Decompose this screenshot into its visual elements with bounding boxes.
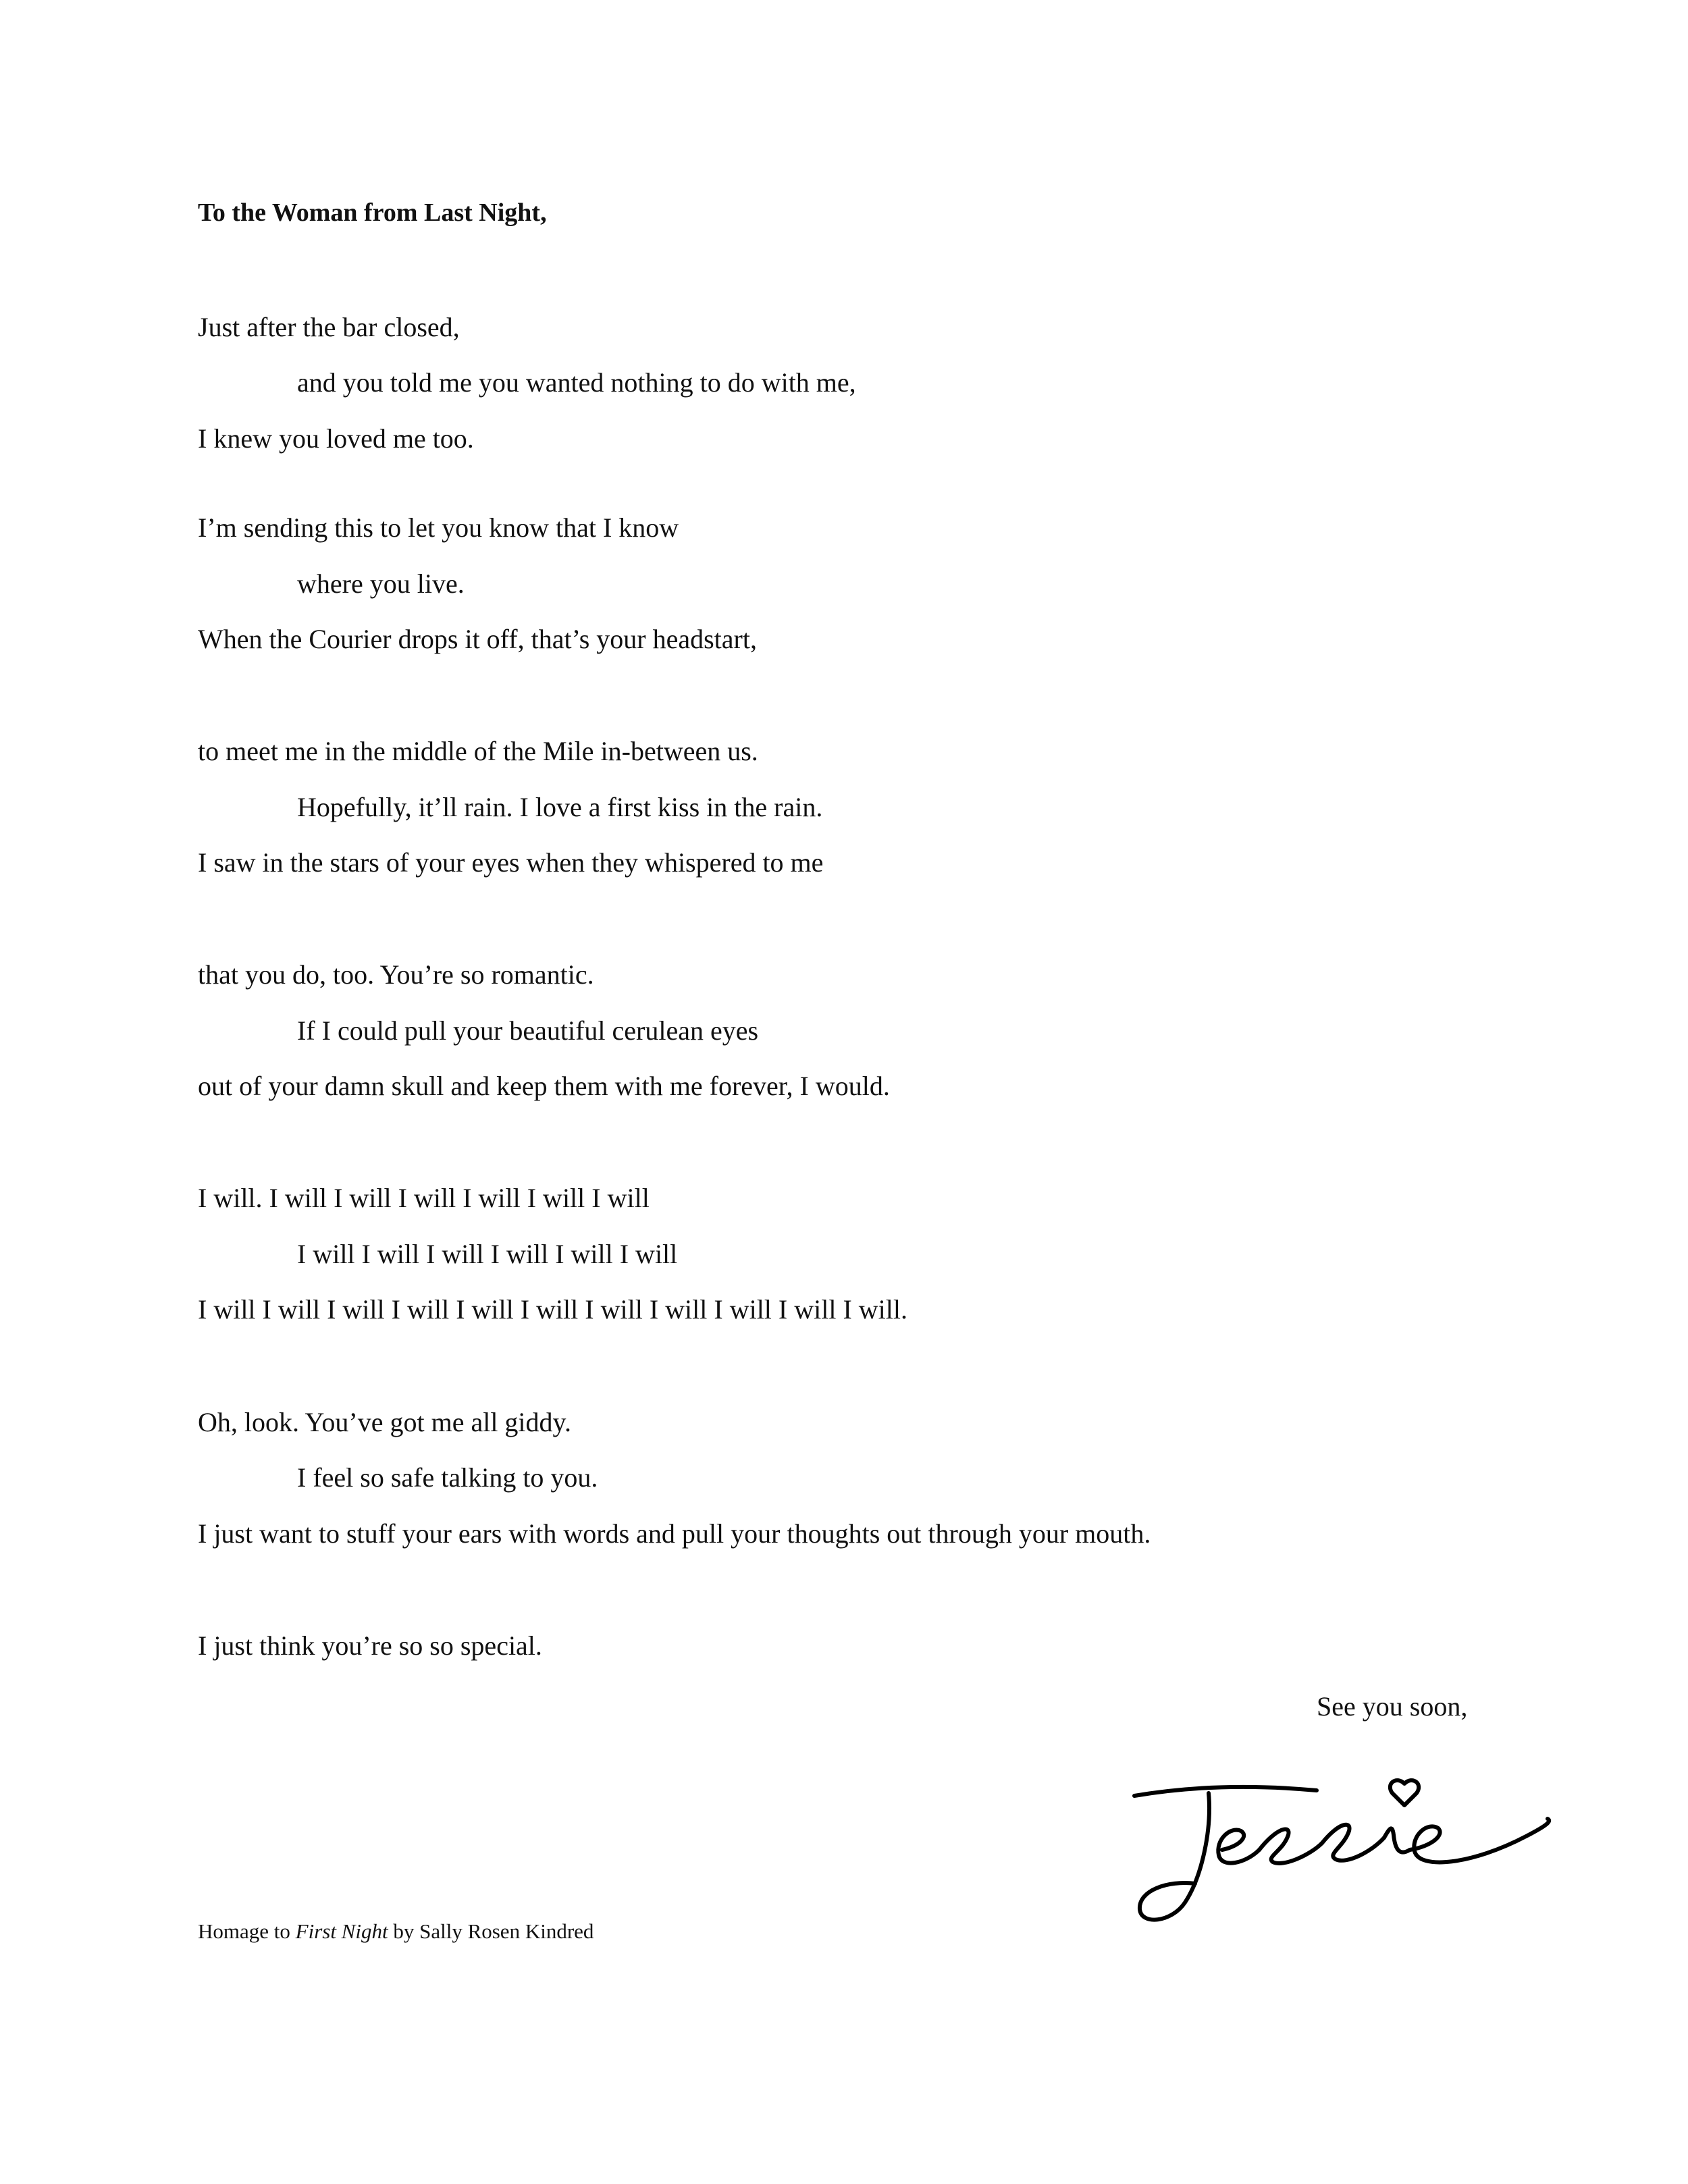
poem-line: I just want to stuff your ears with words and pull your thoughts out through your mouth. [198, 1518, 1151, 1549]
poem-line: I will I will I will I will I will I will [297, 1239, 678, 1269]
poem-line: I saw in the stars of your eyes when they whispered to me [198, 847, 824, 878]
poem-line: where you live. [297, 568, 465, 599]
poem-line: to meet me in the middle of the Mile in-between us. [198, 736, 758, 766]
poem-line: out of your damn skull and keep them with me forever, I would. [198, 1071, 890, 1101]
poem-line: I just think you’re so so special. [198, 1630, 542, 1661]
poem-line: I will. I will I will I will I will I will I will [198, 1183, 650, 1213]
poem-line: I’m sending this to let you know that I know [198, 512, 679, 543]
closing-line: See you soon, [1317, 1691, 1468, 1722]
footnote-suffix: by Sally Rosen Kindred [388, 1919, 594, 1943]
footnote-work-title: First Night [295, 1919, 388, 1943]
poem-line: Oh, look. You’ve got me all giddy. [198, 1407, 571, 1437]
poem-line: If I could pull your beautiful cerulean eyes [297, 1015, 759, 1046]
poem-line: that you do, too. You’re so romantic. [198, 959, 594, 990]
letter-title: To the Woman from Last Night, [198, 198, 547, 227]
footnote [198, 1921, 594, 1942]
poem-line: I will I will I will I will I will I will I will I will I will I will I will. [198, 1294, 908, 1325]
poem-line: Just after the bar closed, [198, 312, 460, 342]
handwritten-signature [1121, 1749, 1593, 1931]
poem-line: I feel so safe talking to you. [297, 1462, 598, 1493]
poem-line: When the Courier drops it off, that’s your headstart, [198, 624, 757, 654]
footnote-prefix: Homage to [198, 1919, 296, 1943]
poem-line: I knew you loved me too. [198, 423, 474, 454]
poem-line: and you told me you wanted nothing to do with me, [297, 367, 856, 398]
poem-line: Hopefully, it’ll rain. I love a first kiss in the rain. [297, 792, 823, 822]
